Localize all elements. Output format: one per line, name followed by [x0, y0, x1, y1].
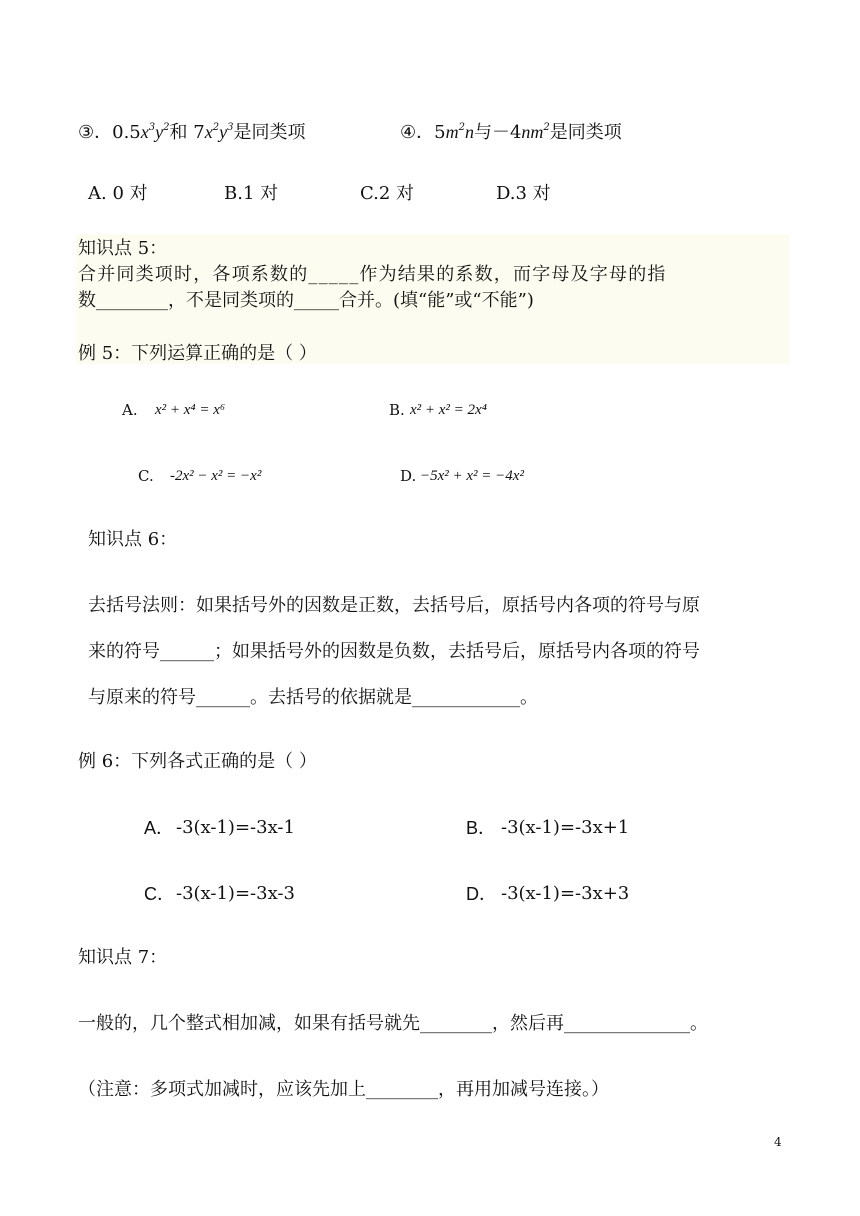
kp6-line1: 去括号法则：如果括号外的因数是正数，去括号后，原括号内各项的符号与原 — [88, 595, 700, 616]
kp6-option-d-label: D． — [466, 884, 497, 904]
kp6-line2: 来的符号______；如果括号外的因数是负数，去括号后，原括号内各项的符号 — [88, 641, 700, 662]
var-y: y — [155, 122, 164, 142]
kp5-option-d-label: D. — [400, 467, 417, 485]
kp5-option-d-expr: −5x² + x² = −4x² — [420, 468, 524, 484]
statement-3-suffix: 是同类项 — [233, 122, 306, 143]
option-a: A. 0 对 — [88, 183, 148, 204]
kp5-example: 例 5：下列运算正确的是（ ） — [78, 343, 317, 364]
statement-4-prefix: ④．5 — [400, 122, 446, 143]
statement-4 — [400, 116, 622, 145]
kp5-title: 知识点 5： — [78, 238, 168, 259]
kp5-option-b-label: B. — [389, 401, 405, 419]
exponent: 2 — [163, 122, 170, 133]
var-x: x — [204, 122, 213, 142]
statement-4-suffix: 是同类项 — [549, 122, 622, 143]
statement-3-prefix: ③．0.5 — [78, 122, 141, 143]
page-number: 4 — [774, 1135, 782, 1149]
kp6-option-a-expr: -3(x-1)=-3x-1 — [176, 817, 295, 838]
kp6-option-c-label: C． — [144, 884, 175, 904]
option-c: C.2 对 — [360, 183, 415, 204]
exponent: 2 — [458, 122, 465, 133]
statement-3 — [78, 116, 305, 145]
kp6-option-b-label: B． — [466, 818, 497, 838]
option-b: B.1 对 — [224, 183, 279, 204]
var-n: n — [464, 122, 474, 142]
kp5-line2: 数________，不是同类项的_____合并。(填“能”或“不能”) — [78, 290, 534, 311]
exponent: 2 — [543, 122, 550, 133]
statement-4-mid: 与－4 — [473, 122, 522, 143]
exponent: 3 — [148, 122, 156, 133]
exponent: 3 — [227, 122, 234, 133]
kp6-option-a-label: A． — [144, 818, 175, 838]
option-d: D.3 对 — [496, 183, 551, 204]
kp6-option-c-expr: -3(x-1)=-3x-3 — [176, 883, 295, 904]
kp6-title: 知识点 6： — [88, 529, 178, 550]
kp7-line1: 一般的，几个整式相加减，如果有括号就先________，然后再______________。 — [78, 1013, 708, 1034]
kp5-line1: 合并同类项时，各项系数的_____作为结果的系数，而字母及字母的指 — [78, 264, 667, 285]
kp5-option-c-expr: -2x² − x² = −x² — [170, 468, 262, 484]
kp5-option-c-label: C. — [138, 467, 154, 485]
statement-3-mid: 和 7 — [169, 122, 205, 143]
kp5-option-a-expr: x² + x⁴ = x⁶ — [155, 402, 226, 418]
kp6-option-d-expr: -3(x-1)=-3x+3 — [501, 883, 630, 904]
var-nm: nm — [521, 122, 544, 142]
kp7-line2: （注意：多项式加减时，应该先加上________，再用加减号连接。） — [78, 1079, 609, 1100]
kp5-option-a-label: A. — [122, 401, 138, 419]
exponent: 2 — [212, 122, 220, 133]
var-y: y — [219, 122, 228, 142]
kp6-option-b-expr: -3(x-1)=-3x+1 — [501, 817, 630, 838]
kp7-title: 知识点 7： — [78, 947, 168, 968]
kp6-example: 例 6：下列各式正确的是（ ） — [78, 751, 317, 772]
kp5-option-b-expr: x² + x² = 2x⁴ — [410, 402, 487, 418]
var-x: x — [140, 122, 149, 142]
kp6-line3: 与原来的符号______。去括号的依据就是____________。 — [88, 687, 538, 708]
var-m: m — [445, 122, 459, 142]
